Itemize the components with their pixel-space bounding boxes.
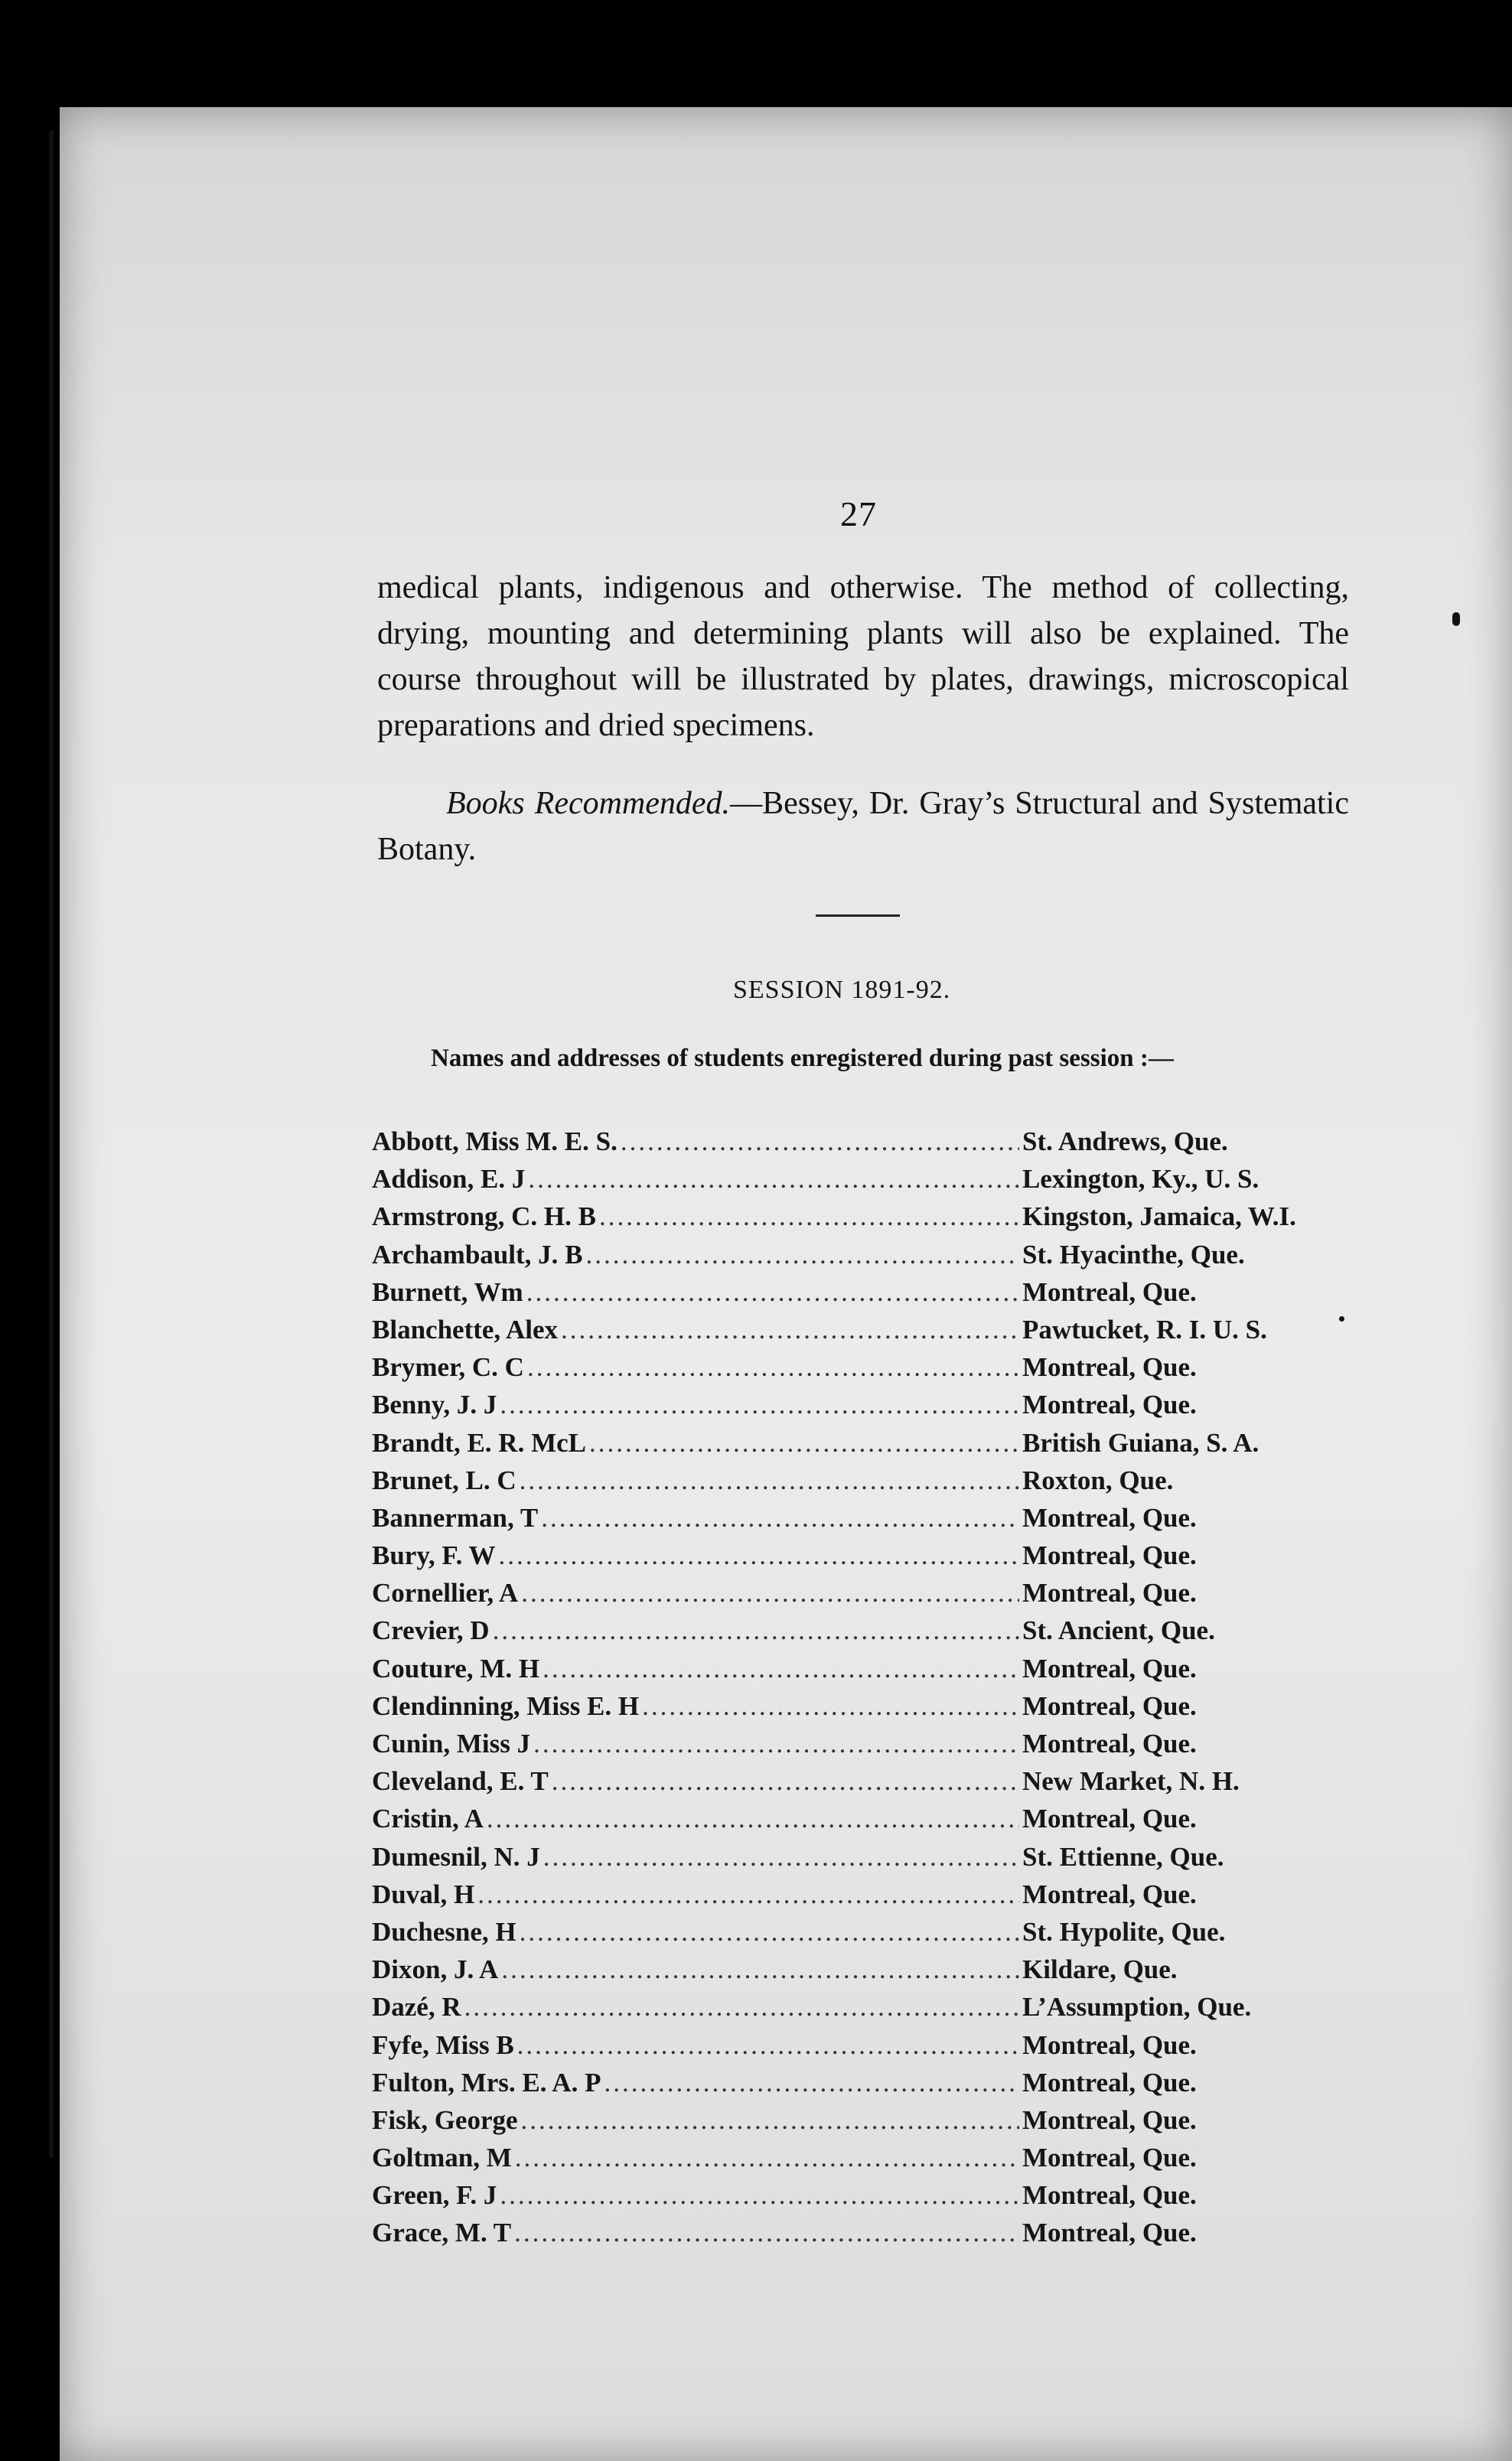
student-address: Montreal, Que.	[1022, 2104, 1197, 2135]
student-address: L’Assumption, Que.	[1022, 1992, 1252, 2023]
student-name: Dixon, J. A	[372, 1954, 499, 1985]
leader-dots	[599, 1201, 1019, 1232]
student-name: Bury, F. W	[372, 1540, 496, 1571]
leader-dots	[521, 1578, 1019, 1609]
leader-dots	[527, 1352, 1019, 1383]
student-name: Blanchette, Alex	[372, 1314, 559, 1345]
student-entry	[372, 1729, 1344, 1766]
leader-dots	[552, 1766, 1019, 1797]
document-page	[60, 107, 1512, 2461]
leader-dots	[533, 1729, 1019, 1759]
student-name: Bannerman, T	[372, 1502, 539, 1533]
leader-dots	[528, 1164, 1019, 1195]
student-name: Duval, H	[372, 1879, 475, 1909]
student-entry	[372, 1842, 1344, 1879]
student-name: Goltman, M	[372, 2143, 512, 2173]
student-entry	[372, 1126, 1344, 1164]
session-heading: SESSION 1891-92.	[733, 976, 951, 1004]
leader-dots	[520, 1465, 1019, 1496]
student-address: Montreal, Que.	[1022, 1502, 1197, 1533]
leader-dots	[500, 2180, 1019, 2211]
leader-dots	[543, 1842, 1019, 1873]
student-address: Montreal, Que.	[1022, 1804, 1197, 1834]
student-address: Montreal, Que.	[1022, 2067, 1197, 2098]
student-entry	[372, 1390, 1344, 1427]
student-address: St. Andrews, Que.	[1022, 1126, 1228, 1156]
student-address: New Market, N. H.	[1022, 1766, 1240, 1797]
student-entry	[372, 2218, 1344, 2255]
student-entry	[372, 1578, 1344, 1615]
section-divider	[816, 914, 900, 917]
student-name: Fisk, George	[372, 2104, 518, 2135]
student-name: Fulton, Mrs. E. A. P	[372, 2067, 601, 2098]
books-recommended-text: —Bessey, Dr. Gray’s Structural and Systematic Botany.	[377, 786, 1349, 867]
student-name: Brandt, E. R. McL	[372, 1427, 586, 1458]
page-number: 27	[840, 494, 877, 533]
student-name: Archambault, J. B	[372, 1239, 583, 1270]
student-address: St. Hypolite, Que.	[1022, 1916, 1226, 1947]
student-entry	[372, 1615, 1344, 1653]
student-address: St. Hyacinthe, Que.	[1022, 1239, 1245, 1270]
leader-dots	[541, 1503, 1019, 1534]
student-address: Kildare, Que.	[1022, 1954, 1178, 1985]
student-address: British Guiana, S. A.	[1022, 1427, 1259, 1458]
student-entry	[372, 1465, 1344, 1503]
student-address: Montreal, Que.	[1022, 1879, 1197, 1909]
books-recommended-label: Books Recommended.	[446, 786, 731, 821]
student-address: Pawtucket, R. I. U. S.	[1022, 1314, 1267, 1345]
student-entry	[372, 1164, 1344, 1201]
student-entry	[372, 2105, 1344, 2143]
student-entry	[372, 1879, 1344, 1917]
student-address: Roxton, Que.	[1022, 1465, 1174, 1495]
student-address: Montreal, Que.	[1022, 1578, 1197, 1609]
student-name: Abbott, Miss M. E. S.	[372, 1126, 618, 1156]
student-entry	[372, 1954, 1344, 1992]
student-name: Armstrong, C. H. B	[372, 1201, 596, 1232]
student-name: Cunin, Miss J	[372, 1729, 531, 1759]
books-recommended-paragraph	[377, 781, 1349, 872]
student-address: Montreal, Que.	[1022, 1352, 1197, 1383]
student-name: Couture, M. H	[372, 1653, 540, 1684]
leader-dots	[514, 2218, 1019, 2248]
student-entry	[372, 1352, 1344, 1390]
leader-dots	[487, 1804, 1019, 1834]
leader-dots	[517, 2030, 1019, 2061]
student-address: Montreal, Que.	[1022, 2218, 1197, 2248]
student-address: Montreal, Que.	[1022, 1390, 1197, 1420]
student-entry	[372, 1654, 1344, 1691]
student-entry	[372, 2180, 1344, 2218]
student-entry	[372, 1315, 1344, 1352]
student-address: Montreal, Que.	[1022, 2143, 1197, 2173]
leader-dots	[493, 1615, 1019, 1646]
student-name: Crevier, D	[372, 1615, 490, 1646]
course-description-paragraph: medical plants, indigenous and otherwise. The method of collecting, drying, mounting and determining plants will also be explained. The course throughout will be illustrated by plates, drawings, microscopical preparations and dried specimens.	[377, 570, 1349, 743]
student-entry	[372, 1277, 1344, 1315]
leader-dots	[477, 1879, 1019, 1910]
leader-dots	[498, 1540, 1019, 1571]
leader-dots	[515, 2143, 1019, 2173]
student-entry	[372, 1503, 1344, 1540]
student-list	[372, 1126, 1344, 2256]
student-address: Montreal, Que.	[1022, 1540, 1197, 1571]
student-name: Green, F. J	[372, 2180, 497, 2211]
student-entry	[372, 2143, 1344, 2180]
student-entry	[372, 1428, 1344, 1465]
student-name: Cleveland, E. T	[372, 1766, 549, 1797]
student-address: Montreal, Que.	[1022, 1690, 1197, 1721]
leader-dots	[586, 1240, 1020, 1270]
leader-dots	[521, 2105, 1019, 2136]
student-name: Clendinning, Miss E. H	[372, 1690, 640, 1721]
student-address: St. Ettienne, Que.	[1022, 1841, 1224, 1872]
student-address: St. Ancient, Que.	[1022, 1615, 1215, 1646]
student-name: Cristin, A	[372, 1804, 484, 1834]
student-entry	[372, 1691, 1344, 1729]
student-entry	[372, 1766, 1344, 1804]
student-address: Kingston, Jamaica, W.I.	[1022, 1201, 1296, 1232]
film-border-left	[0, 0, 55, 2461]
student-name: Fyfe, Miss B	[372, 2029, 514, 2060]
leader-dots	[526, 1277, 1019, 1308]
student-address: Montreal, Que.	[1022, 1276, 1197, 1307]
leader-dots	[501, 1954, 1019, 1985]
student-entry	[372, 1917, 1344, 1954]
student-address: Montreal, Que.	[1022, 2029, 1197, 2060]
student-entry	[372, 2068, 1344, 2105]
student-entry	[372, 1992, 1344, 2029]
leader-dots	[500, 1390, 1019, 1420]
student-entry	[372, 1804, 1344, 1841]
ink-speck	[1452, 612, 1460, 626]
student-name: Dazé, R	[372, 1992, 461, 2023]
student-address: Montreal, Que.	[1022, 1729, 1197, 1759]
student-name: Dumesnil, N. J	[372, 1841, 540, 1872]
student-entry	[372, 1201, 1344, 1239]
leader-dots	[543, 1654, 1019, 1684]
student-name: Benny, J. J	[372, 1390, 497, 1420]
student-name: Brymer, C. C	[372, 1352, 524, 1383]
leader-dots	[464, 1992, 1019, 2023]
student-entry	[372, 1540, 1344, 1578]
student-name: Brunet, L. C	[372, 1465, 516, 1495]
leader-dots	[621, 1126, 1019, 1157]
student-name: Duchesne, H	[372, 1916, 516, 1947]
student-entry	[372, 2030, 1344, 2068]
student-name: Burnett, Wm	[372, 1276, 523, 1307]
ink-speck	[1339, 1316, 1344, 1322]
leader-dots	[561, 1315, 1019, 1345]
student-name: Cornellier, A	[372, 1578, 519, 1609]
leader-dots	[589, 1428, 1019, 1459]
page-edge-line	[49, 130, 54, 2158]
student-list-heading: Names and addresses of students enregistered during past session :—	[431, 1045, 1174, 1072]
student-address: Lexington, Ky., U. S.	[1022, 1164, 1259, 1195]
student-name: Grace, M. T	[372, 2218, 512, 2248]
student-name: Addison, E. J	[372, 1164, 526, 1195]
leader-dots	[520, 1917, 1019, 1948]
student-address: Montreal, Que.	[1022, 1653, 1197, 1684]
leader-dots	[642, 1691, 1019, 1722]
student-address: Montreal, Que.	[1022, 2180, 1197, 2211]
student-entry	[372, 1240, 1344, 1277]
leader-dots	[604, 2068, 1019, 2098]
